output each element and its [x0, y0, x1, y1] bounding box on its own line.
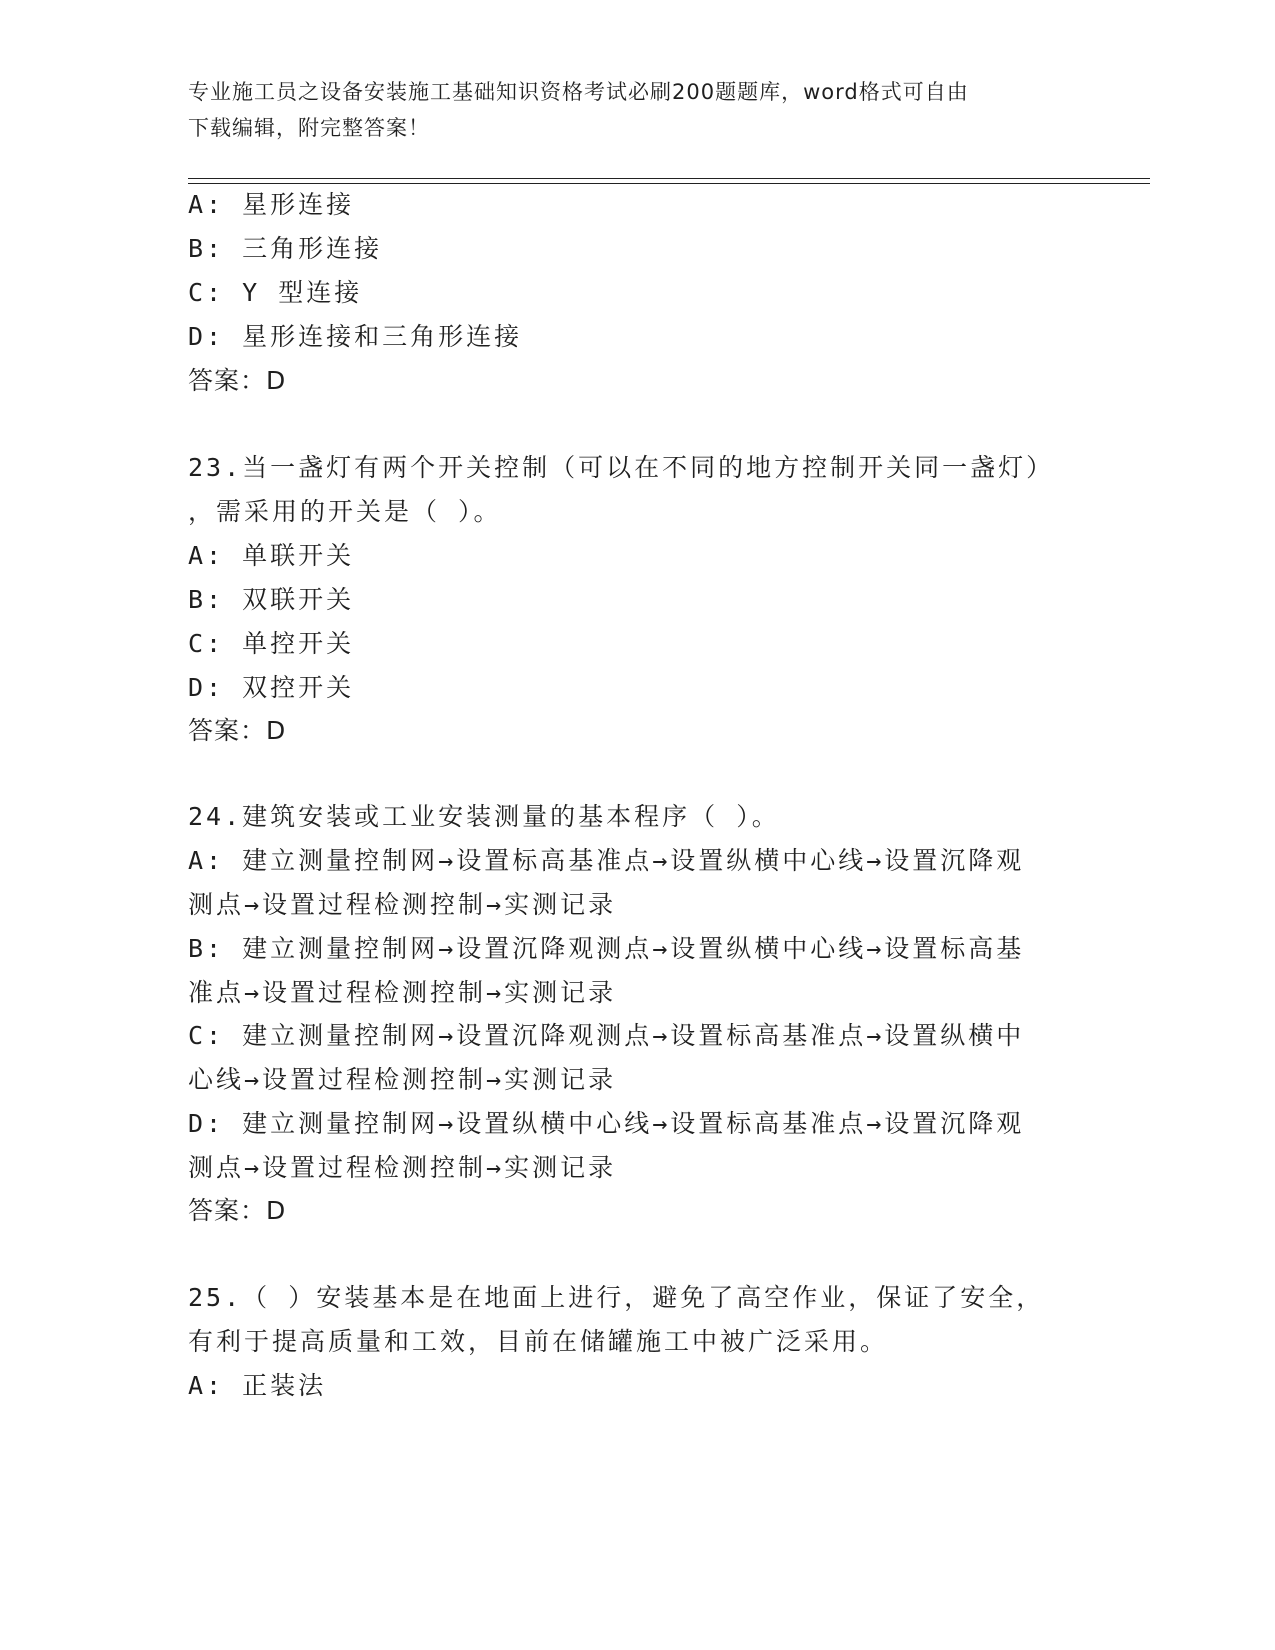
header-line-2: 下载编辑，附完整答案！ [188, 116, 430, 140]
q24-option-d-line-2: 测点→设置过程检测控制→实测记录 [188, 1153, 617, 1182]
header-line-1: 专业施工员之设备安装施工基础知识资格考试必刷200题题库，word格式可自由 [188, 80, 969, 104]
q23-stem-line-2: ，需采用的开关是（ ）。 [188, 497, 502, 526]
q22-option-c: C: Y 型连接 [188, 278, 363, 307]
header-divider-bottom [188, 183, 1150, 184]
q23-option-c: C: 单控开关 [188, 629, 355, 658]
q25-stem-line-2: 有利于提高质量和工效，目前在储罐施工中被广泛采用。 [188, 1327, 889, 1356]
q23-stem-line-1: 23.当一盏灯有两个开关控制（可以在不同的地方控制开关同一盏灯） [188, 453, 1055, 482]
q24-stem: 24.建筑安装或工业安装测量的基本程序（ ）。 [188, 802, 780, 831]
header-divider-top [188, 178, 1150, 179]
q24-answer: 答案：D [188, 1196, 287, 1225]
q24-option-a-line-2: 测点→设置过程检测控制→实测记录 [188, 890, 617, 919]
q23-option-b: B: 双联开关 [188, 585, 355, 614]
q23-option-a: A: 单联开关 [188, 541, 355, 570]
q23-option-d: D: 双控开关 [188, 673, 355, 702]
q24-option-c-line-2: 心线→设置过程检测控制→实测记录 [188, 1065, 617, 1094]
q22-option-b: B: 三角形连接 [188, 234, 383, 263]
q25-option-a: A: 正装法 [188, 1371, 327, 1400]
q25-stem-line-1: 25.（ ）安装基本是在地面上进行，避免了高空作业，保证了安全， [188, 1283, 1045, 1312]
q22-answer: 答案：D [188, 366, 287, 395]
document-header [188, 74, 1068, 146]
q24-option-d-line-1: D: 建立测量控制网→设置纵横中心线→设置标高基准点→设置沉降观 [188, 1109, 1025, 1138]
q24-option-b-line-1: B: 建立测量控制网→设置沉降观测点→设置纵横中心线→设置标高基 [188, 934, 1025, 963]
q22-option-d: D: 星形连接和三角形连接 [188, 322, 523, 351]
q24-option-c-line-1: C: 建立测量控制网→设置沉降观测点→设置标高基准点→设置纵横中 [188, 1021, 1025, 1050]
q24-option-b-line-2: 准点→设置过程检测控制→实测记录 [188, 978, 617, 1007]
q23-answer: 答案：D [188, 716, 287, 745]
q22-option-a: A: 星形连接 [188, 190, 355, 219]
q24-option-a-line-1: A: 建立测量控制网→设置标高基准点→设置纵横中心线→设置沉降观 [188, 846, 1025, 875]
